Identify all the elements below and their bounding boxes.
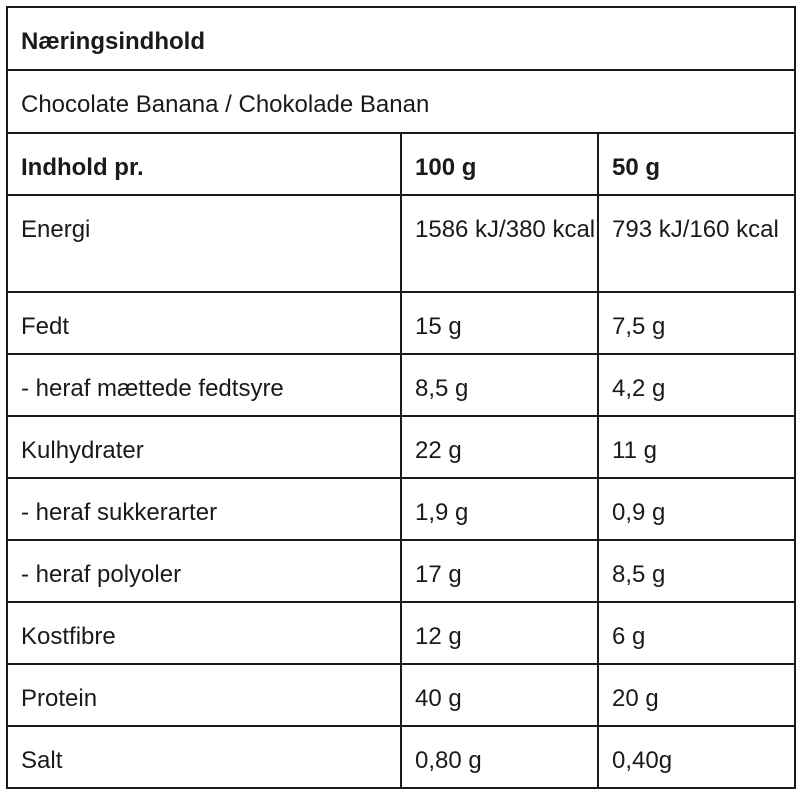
header-50g: 50 g: [598, 133, 795, 195]
table-row: [7, 416, 795, 478]
value-100g: 8,5 g: [401, 354, 598, 416]
value-50g: 4,2 g: [598, 354, 795, 416]
value-100g: 1586 kJ/380 kcal: [401, 195, 598, 292]
nutrient-name: - heraf polyoler: [7, 540, 401, 602]
value-100g: 1,9 g: [401, 478, 598, 540]
nutrient-name: Kulhydrater: [7, 416, 401, 478]
nutrient-name: Energi: [7, 195, 401, 292]
title-row: [7, 7, 795, 70]
table-row: [7, 478, 795, 540]
value-50g: 6 g: [598, 602, 795, 664]
header-100g: 100 g: [401, 133, 598, 195]
value-50g: 8,5 g: [598, 540, 795, 602]
nutrition-table: [6, 6, 796, 789]
table-row: [7, 726, 795, 788]
value-100g: 15 g: [401, 292, 598, 354]
value-100g: 17 g: [401, 540, 598, 602]
nutrient-name: Fedt: [7, 292, 401, 354]
value-100g: 12 g: [401, 602, 598, 664]
value-50g: 11 g: [598, 416, 795, 478]
table-row: [7, 195, 795, 292]
value-100g: 40 g: [401, 664, 598, 726]
nutrient-name: Protein: [7, 664, 401, 726]
value-50g: 0,40g: [598, 726, 795, 788]
table-row: [7, 540, 795, 602]
nutrient-name: Kostfibre: [7, 602, 401, 664]
value-100g: 22 g: [401, 416, 598, 478]
header-row: [7, 133, 795, 195]
value-50g: 7,5 g: [598, 292, 795, 354]
nutrient-name: - heraf mættede fedtsyre: [7, 354, 401, 416]
table-row: [7, 602, 795, 664]
value-50g: 20 g: [598, 664, 795, 726]
value-50g: 0,9 g: [598, 478, 795, 540]
header-label: Indhold pr.: [7, 133, 401, 195]
subtitle-row: [7, 70, 795, 133]
product-name: Chocolate Banana / Chokolade Banan: [7, 70, 795, 133]
table-row: [7, 354, 795, 416]
table-row: [7, 292, 795, 354]
table-title: Næringsindhold: [7, 7, 795, 70]
value-50g: 793 kJ/160 kcal: [598, 195, 795, 292]
table-row: [7, 664, 795, 726]
nutrient-name: Salt: [7, 726, 401, 788]
nutrient-name: - heraf sukkerarter: [7, 478, 401, 540]
value-100g: 0,80 g: [401, 726, 598, 788]
